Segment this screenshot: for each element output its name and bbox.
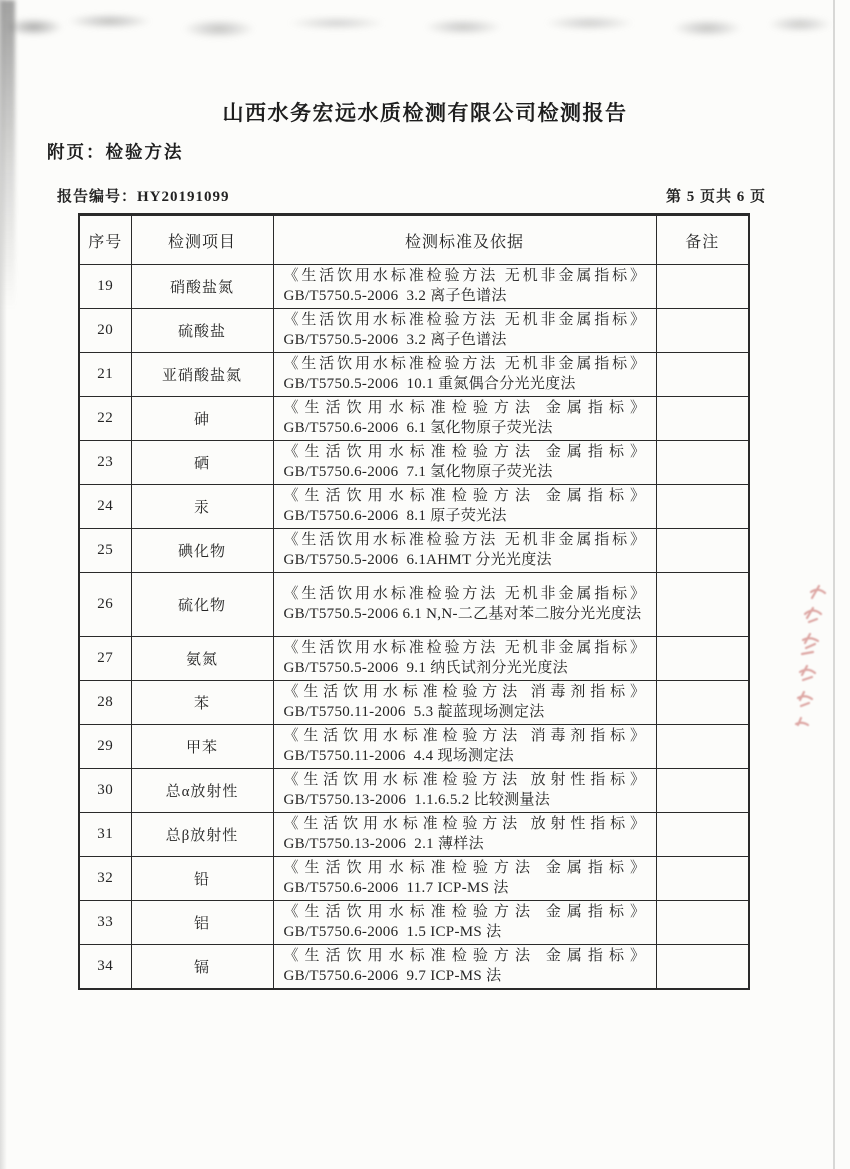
remark-cell	[656, 441, 749, 485]
standard-cell	[273, 901, 656, 945]
standard-method: GB/T5750.5-2006 6.1AHMT 分光光度法	[283, 552, 552, 568]
standard-method: GB/T5750.6-2006 7.1 氢化物原子荧光法	[283, 464, 553, 480]
standard-title: 《生活饮用水标准检验方法 金属指标》	[283, 904, 646, 920]
remark-cell	[656, 529, 749, 573]
remark-cell	[656, 573, 749, 637]
test-item: 汞	[131, 485, 273, 529]
standard-cell	[273, 353, 656, 397]
standard-title: 《生活饮用水标准检验方法 无机非金属指标》	[283, 586, 646, 602]
row-number: 19	[79, 265, 131, 309]
standard-cell	[273, 857, 656, 901]
row-number: 25	[79, 529, 131, 573]
row-number: 28	[79, 681, 131, 725]
standard-title: 《生活饮用水标准检验方法 消毒剂指标》	[283, 684, 646, 700]
report-number: 报告编号：HY20191099	[57, 189, 230, 205]
remark-cell	[656, 769, 749, 813]
standard-method: GB/T5750.13-2006 2.1 薄样法	[283, 836, 484, 852]
table-row	[79, 353, 749, 397]
test-item: 铅	[131, 857, 273, 901]
row-number: 31	[79, 813, 131, 857]
standard-title: 《生活饮用水标准检验方法 无机非金属指标》	[283, 532, 646, 548]
standard-method: GB/T5750.5-2006 3.2 离子色谱法	[283, 288, 507, 304]
row-number: 29	[79, 725, 131, 769]
test-item: 碘化物	[131, 529, 273, 573]
row-number: 23	[79, 441, 131, 485]
remark-cell	[656, 309, 749, 353]
standard-method: GB/T5750.13-2006 1.1.6.5.2 比较测量法	[283, 792, 551, 808]
methods-table-wrap	[78, 213, 750, 990]
table-row	[79, 397, 749, 441]
remark-cell	[656, 901, 749, 945]
standard-title: 《生活饮用水标准检验方法 无机非金属指标》	[283, 640, 646, 656]
table-row	[79, 769, 749, 813]
row-number: 27	[79, 637, 131, 681]
standard-cell	[273, 637, 656, 681]
row-number: 32	[79, 857, 131, 901]
standard-method: GB/T5750.5-2006 10.1 重氮偶合分光光度法	[283, 376, 576, 392]
standard-method: GB/T5750.11-2006 4.4 现场测定法	[283, 748, 514, 764]
test-item: 镉	[131, 945, 273, 990]
standard-title: 《生活饮用水标准检验方法 金属指标》	[283, 488, 646, 504]
header-no: 序号	[79, 215, 131, 265]
standard-cell	[273, 945, 656, 990]
standard-cell	[273, 529, 656, 573]
table-row	[79, 681, 749, 725]
table-row	[79, 945, 749, 990]
standard-method: GB/T5750.6-2006 8.1 原子荧光法	[283, 508, 507, 524]
remark-cell	[656, 353, 749, 397]
table-row	[79, 309, 749, 353]
test-item: 甲苯	[131, 725, 273, 769]
standard-title: 《生活饮用水标准检验方法 放射性指标》	[283, 772, 646, 788]
standard-cell	[273, 397, 656, 441]
table-row	[79, 637, 749, 681]
row-number: 21	[79, 353, 131, 397]
remark-cell	[656, 681, 749, 725]
table-header-row	[79, 215, 749, 265]
appendix-heading: 附页：检验方法	[47, 142, 184, 162]
page-title: 山西水务宏远水质检测有限公司检测报告	[222, 102, 628, 125]
test-item: 硝酸盐氮	[131, 265, 273, 309]
standard-title: 《生活饮用水标准检验方法 金属指标》	[283, 444, 646, 460]
header-item: 检测项目	[131, 215, 273, 265]
standard-title: 《生活饮用水标准检验方法 金属指标》	[283, 860, 646, 876]
standard-title: 《生活饮用水标准检验方法 无机非金属指标》	[283, 268, 646, 284]
remark-cell	[656, 485, 749, 529]
table-row	[79, 573, 749, 637]
table-row	[79, 529, 749, 573]
standard-method: GB/T5750.5-2006 6.1 N,N-二乙基对苯二胺分光光度法	[283, 606, 642, 622]
remark-cell	[656, 945, 749, 990]
test-item: 总α放射性	[131, 769, 273, 813]
row-number: 22	[79, 397, 131, 441]
row-number: 26	[79, 573, 131, 637]
test-item: 硒	[131, 441, 273, 485]
standard-cell	[273, 681, 656, 725]
table-row	[79, 485, 749, 529]
standard-cell	[273, 265, 656, 309]
standard-title: 《生活饮用水标准检验方法 消毒剂指标》	[283, 728, 646, 744]
row-number: 20	[79, 309, 131, 353]
table-row	[79, 901, 749, 945]
standard-title: 《生活饮用水标准检验方法 金属指标》	[283, 948, 646, 964]
standard-cell	[273, 309, 656, 353]
standard-title: 《生活饮用水标准检验方法 放射性指标》	[283, 816, 646, 832]
standard-method: GB/T5750.5-2006 3.2 离子色谱法	[283, 332, 507, 348]
page-indicator: 第 5 页共 6 页	[665, 189, 766, 205]
table-row	[79, 725, 749, 769]
methods-table	[78, 213, 750, 990]
standard-method: GB/T5750.5-2006 9.1 纳氏试剂分光光度法	[283, 660, 568, 676]
test-item: 硫酸盐	[131, 309, 273, 353]
test-item: 砷	[131, 397, 273, 441]
standard-title: 《生活饮用水标准检验方法 金属指标》	[283, 400, 646, 416]
report-meta-row	[57, 185, 766, 206]
scan-noise-band	[0, 6, 842, 44]
methods-table-body	[79, 265, 749, 990]
test-item: 苯	[131, 681, 273, 725]
test-item: 铝	[131, 901, 273, 945]
remark-cell	[656, 265, 749, 309]
remark-cell	[656, 857, 749, 901]
table-row	[79, 441, 749, 485]
row-number: 30	[79, 769, 131, 813]
standard-cell	[273, 573, 656, 637]
remark-cell	[656, 813, 749, 857]
test-item: 亚硝酸盐氮	[131, 353, 273, 397]
standard-cell	[273, 769, 656, 813]
table-row	[79, 857, 749, 901]
standard-title: 《生活饮用水标准检验方法 无机非金属指标》	[283, 356, 646, 372]
row-number: 34	[79, 945, 131, 990]
scan-edge-shadow-left-full	[0, 0, 7, 1169]
test-item: 总β放射性	[131, 813, 273, 857]
red-stamp	[783, 578, 837, 738]
header-remark: 备注	[656, 215, 749, 265]
table-row	[79, 265, 749, 309]
standard-cell	[273, 441, 656, 485]
standard-cell	[273, 725, 656, 769]
standard-method: GB/T5750.6-2006 1.5 ICP-MS 法	[283, 924, 502, 940]
remark-cell	[656, 397, 749, 441]
table-row	[79, 813, 749, 857]
standard-method: GB/T5750.11-2006 5.3 靛蓝现场测定法	[283, 704, 545, 720]
test-item: 氨氮	[131, 637, 273, 681]
row-number: 24	[79, 485, 131, 529]
remark-cell	[656, 637, 749, 681]
header-standard: 检测标准及依据	[273, 215, 656, 265]
standard-title: 《生活饮用水标准检验方法 无机非金属指标》	[283, 312, 646, 328]
standard-cell	[273, 813, 656, 857]
remark-cell	[656, 725, 749, 769]
standard-method: GB/T5750.6-2006 6.1 氢化物原子荧光法	[283, 420, 553, 436]
standard-method: GB/T5750.6-2006 11.7 ICP-MS 法	[283, 880, 509, 896]
test-item: 硫化物	[131, 573, 273, 637]
standard-cell	[273, 485, 656, 529]
standard-method: GB/T5750.6-2006 9.7 ICP-MS 法	[283, 968, 502, 984]
row-number: 33	[79, 901, 131, 945]
